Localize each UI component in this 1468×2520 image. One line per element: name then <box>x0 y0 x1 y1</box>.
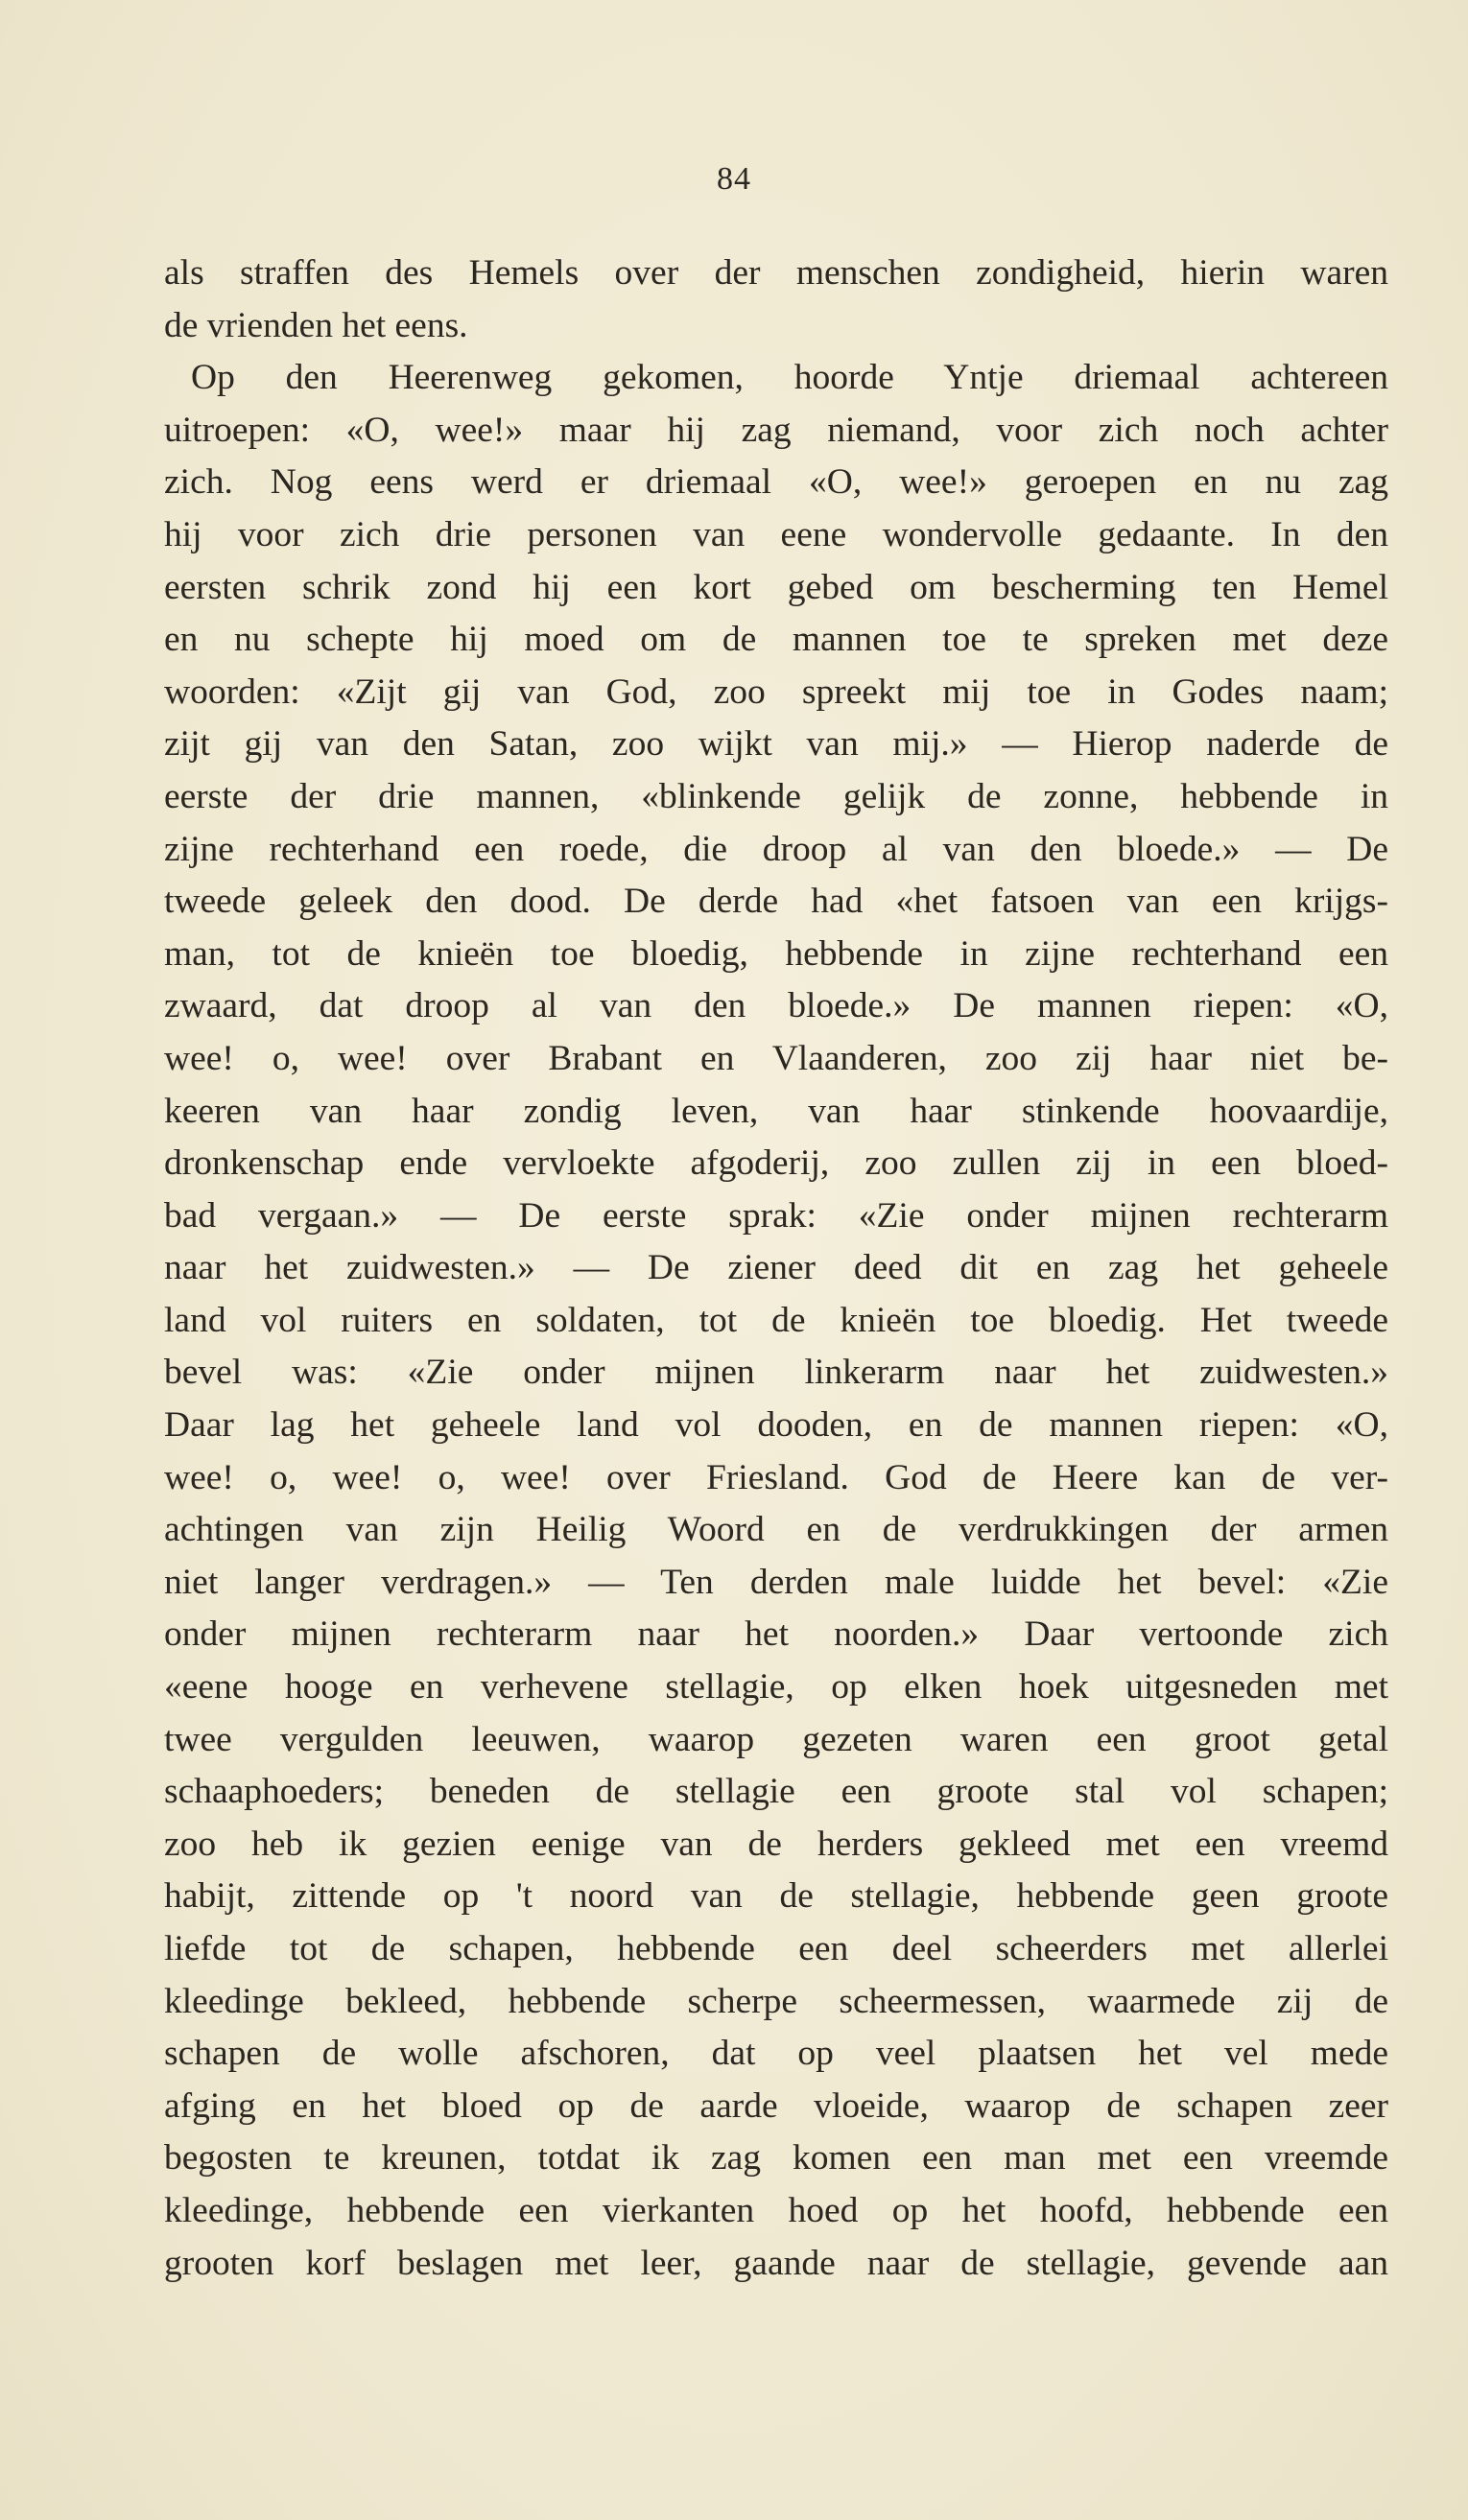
text-line: «eene hooge en verhevene stellagie, op elken hoek uitgesneden met <box>164 1667 1388 1707</box>
text-line: zijne rechterhand een roede, die droop al van den bloede.» — De <box>164 829 1388 869</box>
text-line: bevel was: «Zie onder mijnen linkerarm naar het zuidwesten.» <box>164 1353 1388 1393</box>
text-line: schapen de wolle afschoren, dat op veel plaatsen het vel mede <box>164 2034 1388 2074</box>
text-line: tweede geleek den dood. De derde had «het fatsoen van een krijgs- <box>164 882 1388 922</box>
text-line: land vol ruiters en soldaten, tot de knieën toe bloedig. Het tweede <box>164 1300 1388 1340</box>
text-line: en nu schepte hij moed om de mannen toe te spreken met deze <box>164 620 1388 660</box>
text-line: kleedinge bekleed, hebbende scherpe scheermessen, waarmede zij de <box>164 1981 1388 2021</box>
text-line: de vrienden het eens. <box>164 305 468 345</box>
text-line: uitroepen: «O, wee!» maar hij zag niemand, voor zich noch achter <box>164 410 1388 450</box>
text-line: zich. Nog eens werd er driemaal «O, wee!» geroepen en nu zag <box>164 462 1388 503</box>
text-line: bad vergaan.» — De eerste sprak: «Zie onder mijnen rechterarm <box>164 1195 1388 1236</box>
text-line: begosten te kreunen, totdat ik zag komen een man met een vreemde <box>164 2138 1388 2179</box>
text-line: grooten korf beslagen met leer, gaande naar de stellagie, gevende aan <box>164 2243 1388 2283</box>
text-line: eerste der drie mannen, «blinkende gelijk de zonne, hebbende in <box>164 776 1388 816</box>
text-line: dronkenschap ende vervloekte afgoderij, zoo zullen zij in een bloed- <box>164 1143 1388 1184</box>
text-line: schaaphoeders; beneden de stellagie een groote stal vol schapen; <box>164 1772 1388 1812</box>
text-line: wee! o, wee! o, wee! over Friesland. God de Heere kan de ver- <box>164 1457 1388 1497</box>
page-number: 84 <box>717 161 751 197</box>
text-line: woorden: «Zijt gij van God, zoo spreekt mij toe in Godes naam; <box>164 671 1388 712</box>
text-line: afging en het bloed op de aarde vloeide, waarop de schapen zeer <box>164 2085 1388 2126</box>
text-line: Daar lag het geheele land vol dooden, en de mannen riepen: «O, <box>164 1405 1388 1446</box>
text-line: twee vergulden leeuwen, waarop gezeten waren een groot getal <box>164 1719 1388 1759</box>
text-line: achtingen van zijn Heilig Woord en de verdrukkingen der armen <box>164 1510 1388 1550</box>
text-line: Op den Heerenweg gekomen, hoorde Yntje driemaal achtereen <box>191 358 1388 398</box>
text-line: niet langer verdragen.» — Ten derden male luidde het bevel: «Zie <box>164 1562 1388 1602</box>
text-line: wee! o, wee! over Brabant en Vlaanderen, zoo zij haar niet be- <box>164 1038 1388 1078</box>
text-line: eersten schrik zond hij een kort gebed om bescherming ten Hemel <box>164 567 1388 607</box>
text-line: hij voor zich drie personen van eene wondervolle gedaante. In den <box>164 514 1388 554</box>
text-line: kleedinge, hebbende een vierkanten hoed op het hoofd, hebbende een <box>164 2190 1388 2230</box>
text-line: man, tot de knieën toe bloedig, hebbende in zijne rechterhand een <box>164 933 1388 974</box>
text-line: als straffen des Hemels over der menschen zondigheid, hierin waren <box>164 253 1388 293</box>
text-line: zwaard, dat droop al van den bloede.» De mannen riepen: «O, <box>164 986 1388 1026</box>
text-line: naar het zuidwesten.» — De ziener deed dit en zag het geheele <box>164 1248 1388 1288</box>
text-line: zoo heb ik gezien eenige van de herders gekleed met een vreemd <box>164 1824 1388 1864</box>
text-line: liefde tot de schapen, hebbende een deel scheerders met allerlei <box>164 1929 1388 1968</box>
body-text <box>164 247 1388 2290</box>
text-line: habijt, zittende op 't noord van de stellagie, hebbende geen groote <box>164 1876 1388 1917</box>
text-line: keeren van haar zondig leven, van haar stinkende hoovaardije, <box>164 1091 1388 1131</box>
text-line: onder mijnen rechterarm naar het noorden.» Daar vertoonde zich <box>164 1614 1388 1655</box>
text-line: zijt gij van den Satan, zoo wijkt van mij.» — Hierop naderde de <box>164 724 1388 765</box>
